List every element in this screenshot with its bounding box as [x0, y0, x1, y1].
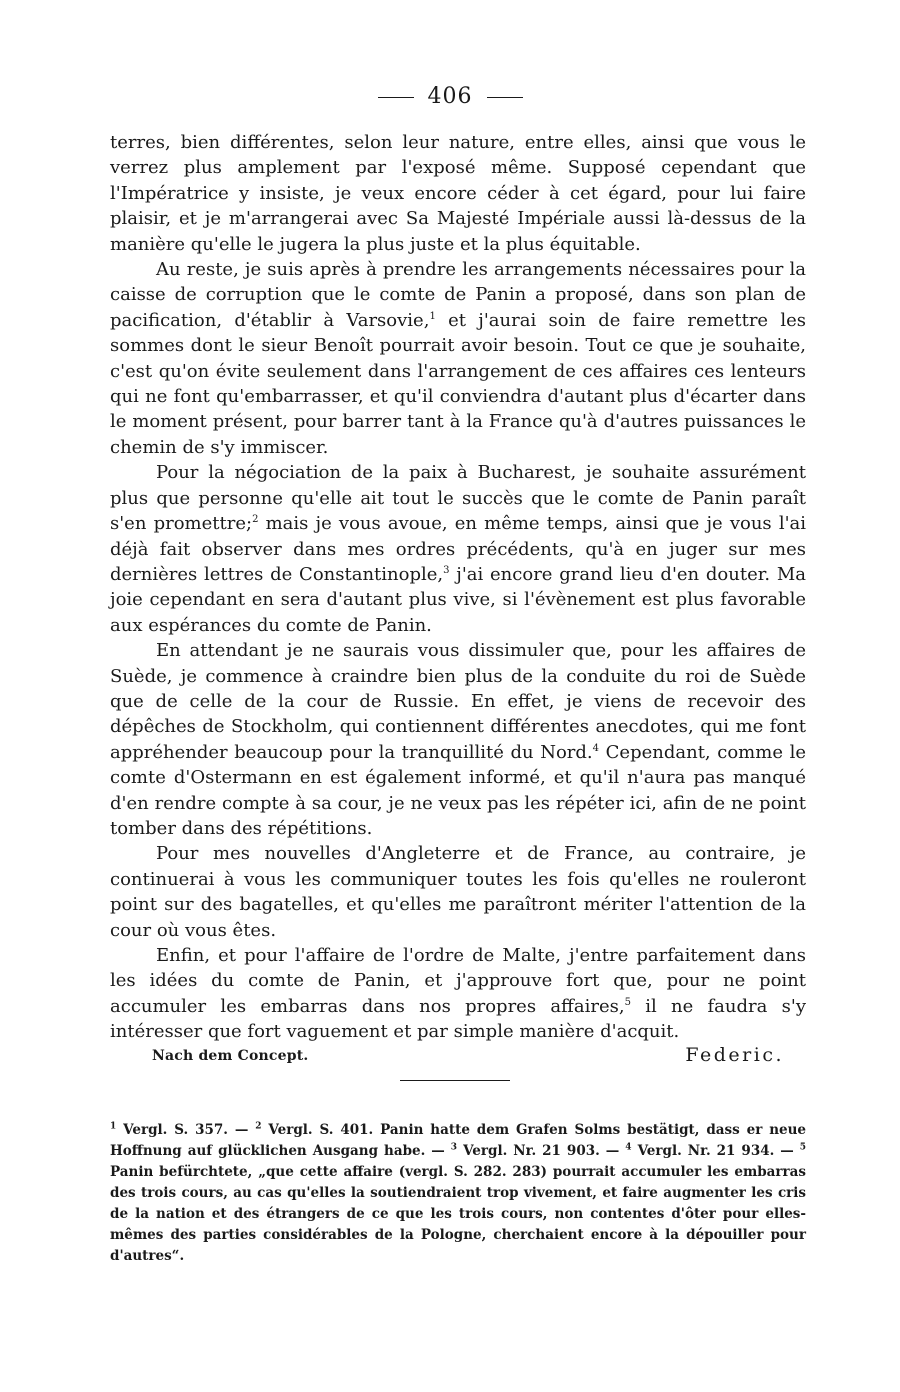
source-note: Nach dem Concept. [152, 1048, 309, 1064]
footnote-ref: 2 [252, 514, 259, 526]
paragraph-text: mais je vous avoue, en même temps, ainsi que je vous l'ai déjà fait observer dans mes ordres précédents, qu'à en juger sur mes dernières lettres de Constantinople, [110, 513, 807, 585]
footnote-ref: 5 [624, 996, 631, 1008]
paragraph-text: Pour la négociation de la paix à Bucharest, je souhaite assurément plus que personne qu'elle ait tout le succès que le comte de Panin paraît s'en promettre; [110, 462, 806, 535]
footnote-number: 3 [450, 1142, 458, 1153]
header-rule-right [487, 97, 523, 98]
footnote-number: 1 [110, 1121, 117, 1132]
paragraph-3 [110, 460, 806, 638]
footnote-block [110, 1120, 806, 1267]
paragraph-text: Au reste, je suis après à prendre les arrangements nécessaires pour la caisse de corruption que le comte de Panin a proposé, dans son plan de pacification, d'établir à Varsovie, [110, 259, 806, 331]
paragraph-1 [110, 130, 806, 257]
footnote-divider [400, 1080, 510, 1081]
paragraph-text: Enfin, et pour l'affaire de l'ordre de Malte, j'entre parfaitement dans les idées du comte de Panin, et j'approuve fort que, pour ne point accumuler les embarras dans nos propres affaires, [110, 945, 806, 1017]
paragraph-5 [110, 841, 806, 943]
paragraph-text: et j'aurai soin de faire remettre les sommes dont le sieur Benoît pourrait avoir besoin. Tout ce que je souhaite, c'est qu'on évite seulement dans l'arrangement de ces affaires ces lenteurs qui ne font qu'embarrasser, et qu'il conviendra d'autant plus d'écarter dans le moment présent, pour barrer tant à la France qu'à d'autres puissances le chemin de s'y immiscer. [110, 309, 807, 458]
paragraph-6 [110, 943, 806, 1045]
footnote-5: Panin befürchtete, „que cette affaire (vergl. S. 282. 283) pourrait accumuler les embarras des trois cours, au cas qu'elles la soutiendraient trop vivement, et faire augmenter les cris de la nation et des étrangers de ce que les trois cours, non contentes d'ôter pour elles-mêmes des parties considérables de la Pologne, cherchaient encore à la dépouiller pour d'autres“. [110, 1164, 806, 1264]
paragraph-text: terres, bien différentes, selon leur nature, entre elles, ainsi que vous le verrez plus amplement par l'exposé même. Supposé cependant que l'Impératrice y insiste, je veux encore céder à cet égard, pour lui faire plaisir, et je m'arrangerai avec Sa Majesté Impériale aussi là-dessus de la manière qu'elle le jugera la plus juste et la plus équitable. [110, 132, 806, 255]
paragraph-2 [110, 257, 806, 460]
footnote-2: Vergl. S. 401. Panin hatte dem Grafen Solms bestätigt, dass er neue Hoffnung auf glücklichen Ausgang habe. — [110, 1122, 807, 1159]
footnote-number: 2 [255, 1121, 262, 1132]
paragraph-text: il ne faudra s'y intéresser que fort vaguement et par simple manière d'acquit. [110, 995, 806, 1043]
paragraph-text: Pour mes nouvelles d'Angleterre et de France, au contraire, je continuerai à vous les communiquer toutes les fois qu'elles ne rouleront point sur des bagatelles, et qu'elles me paraîtront mériter l'attention de la cour où vous êtes. [110, 843, 806, 941]
footnote-1: Vergl. S. 357. — [123, 1122, 249, 1138]
footnote-3: Vergl. Nr. 21 903. — [463, 1143, 620, 1159]
signature: Federic. [685, 1044, 784, 1066]
footnote-4: Vergl. Nr. 21 934. — [637, 1143, 794, 1159]
footnote-ref: 4 [592, 742, 600, 754]
page-header [0, 84, 900, 109]
paragraph-text: Cependant, comme le comte d'Ostermann en est également informé, et qu'il n'aura pas manqué d'en rendre compte à sa cour, je ne veux pas les répéter ici, afin de ne point tomber dans des répétitions. [110, 741, 806, 839]
footnote-ref: 3 [443, 564, 450, 576]
footnote-number: 4 [625, 1142, 632, 1153]
page-number: 406 [427, 84, 473, 109]
letter-body [110, 130, 806, 1045]
paragraph-4 [110, 638, 806, 841]
closing-line [152, 1044, 784, 1070]
paragraph-text: En attendant je ne saurais vous dissimuler que, pour les affaires de Suède, je commence à craindre bien plus de la conduite du roi de Suède que de celle de la cour de Russie. En effet, je viens de recevoir des dépêches de Stockholm, qui contiennent différentes anecdotes, qui me font appréhender beaucoup pour la tranquillité du Nord. [110, 640, 806, 763]
footnote-number: 5 [799, 1142, 807, 1153]
footnotes [110, 1120, 806, 1267]
footnote-ref: 1 [429, 310, 436, 322]
paragraph-text: j'ai encore grand lieu d'en douter. Ma joie cependant en sera d'autant plus vive, si l'évènement est plus favorable aux espérances du comte de Panin. [110, 563, 806, 636]
header-rule-left [378, 97, 414, 98]
